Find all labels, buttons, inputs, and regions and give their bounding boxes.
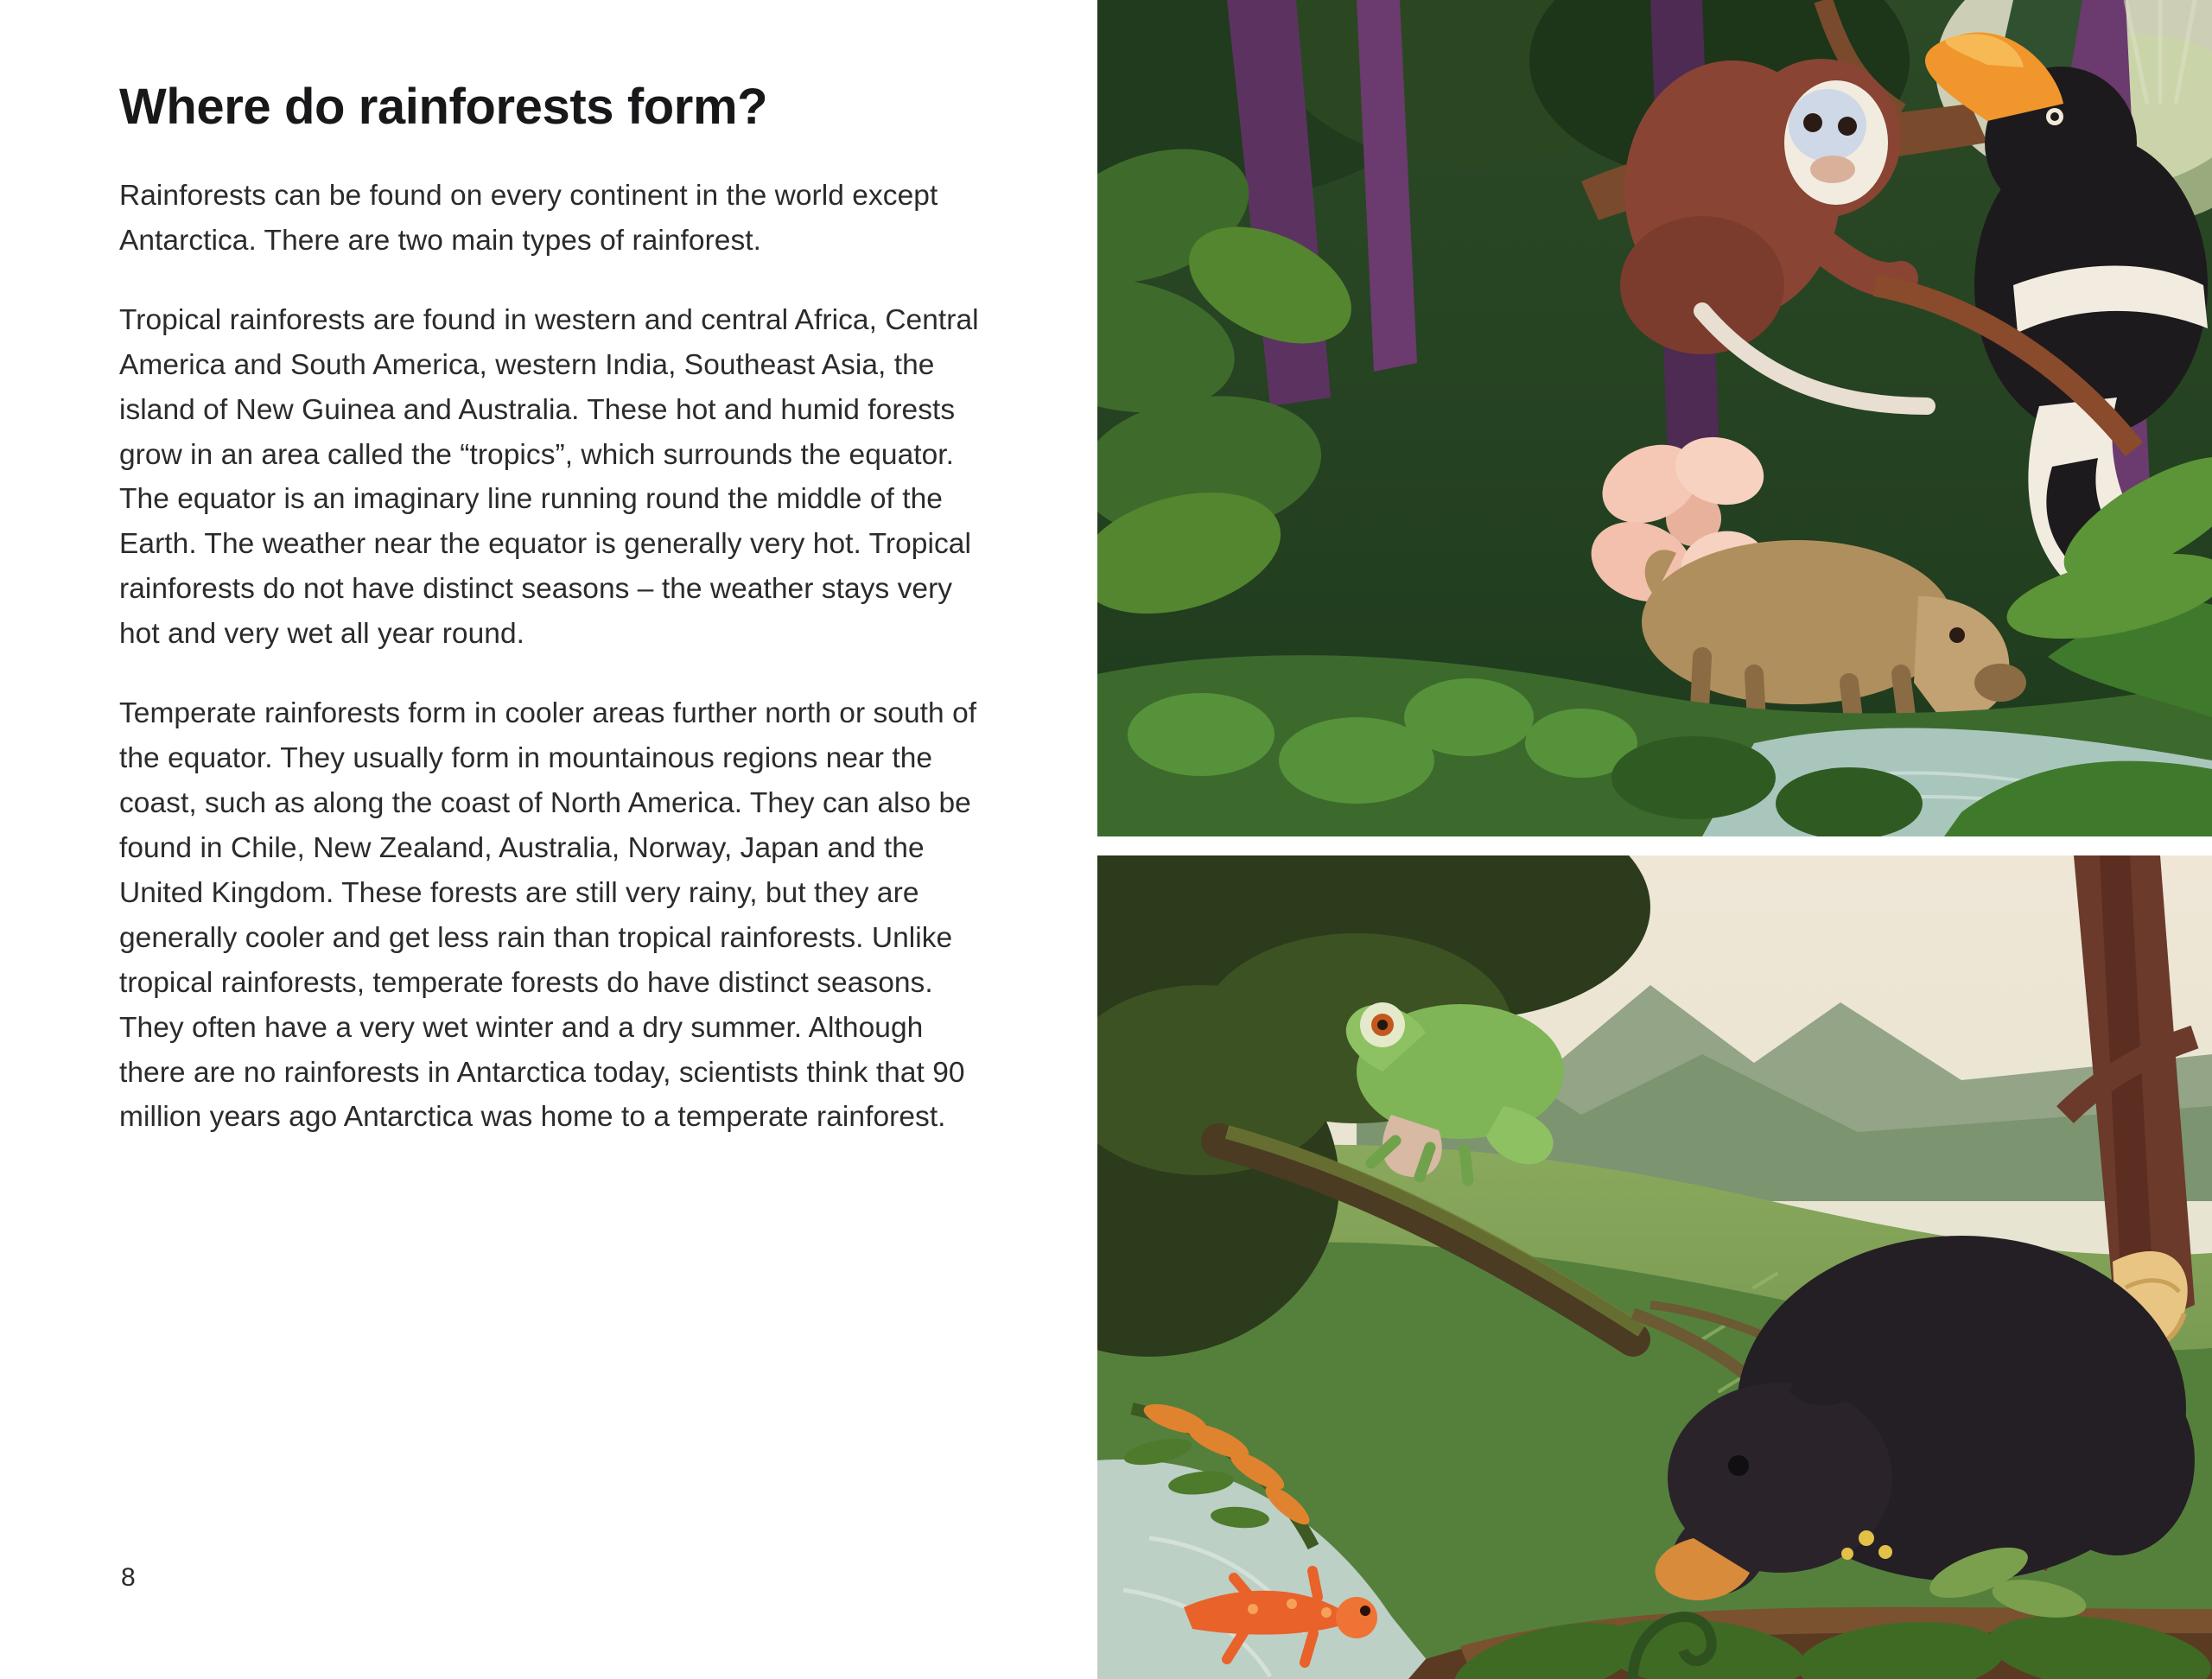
- page-title: Where do rainforests form?: [119, 79, 768, 135]
- tropical-rainforest-illustration: [1097, 0, 2212, 836]
- body-paragraph-2: Tropical rainforests are found in western and central Africa, Central America and South America, western India, Southeast Asia, the island of New Guinea and Australia. These hot and humid forests grow in an area called the “tropics”, which surrounds the equator. The equator is an imaginary line running round the middle of the Earth. The weather near the equator is generally very hot. Tropical rainforests do not have distinct seasons – the weather stays very hot and very wet all year round.: [119, 303, 979, 651]
- body-paragraph-1: Rainforests can be found on every continent in the world except Antarctica. There are two main types of rainforest.: [119, 179, 938, 257]
- text-column: [0, 0, 1097, 1679]
- illustration-divider: [1097, 836, 2212, 855]
- page-number: 8: [121, 1563, 136, 1592]
- temperate-scene-svg: [1097, 855, 2212, 1679]
- illustration-column: [1097, 0, 2212, 1679]
- tropical-scene-svg: [1097, 0, 2212, 836]
- temperate-rainforest-illustration: [1097, 855, 2212, 1679]
- body-paragraph-3: Temperate rainforests form in cooler areas further north or south of the equator. They usually form in mountainous regions near the coast, such as along the coast of North America. They can also be found in Chile, New Zealand, Australia, Norway, Japan and the United Kingdom. These forests are still very rainy, but they are generally cooler and get less rain than tropical rainforests. Unlike tropical rainforests, temperate forests do have distinct seasons. They often have a very wet winter and a dry summer. Although there are no rainforests in Antarctica today, scientists think that 90 million years ago Antarctica was home to a temperate rainforest.: [119, 697, 977, 1134]
